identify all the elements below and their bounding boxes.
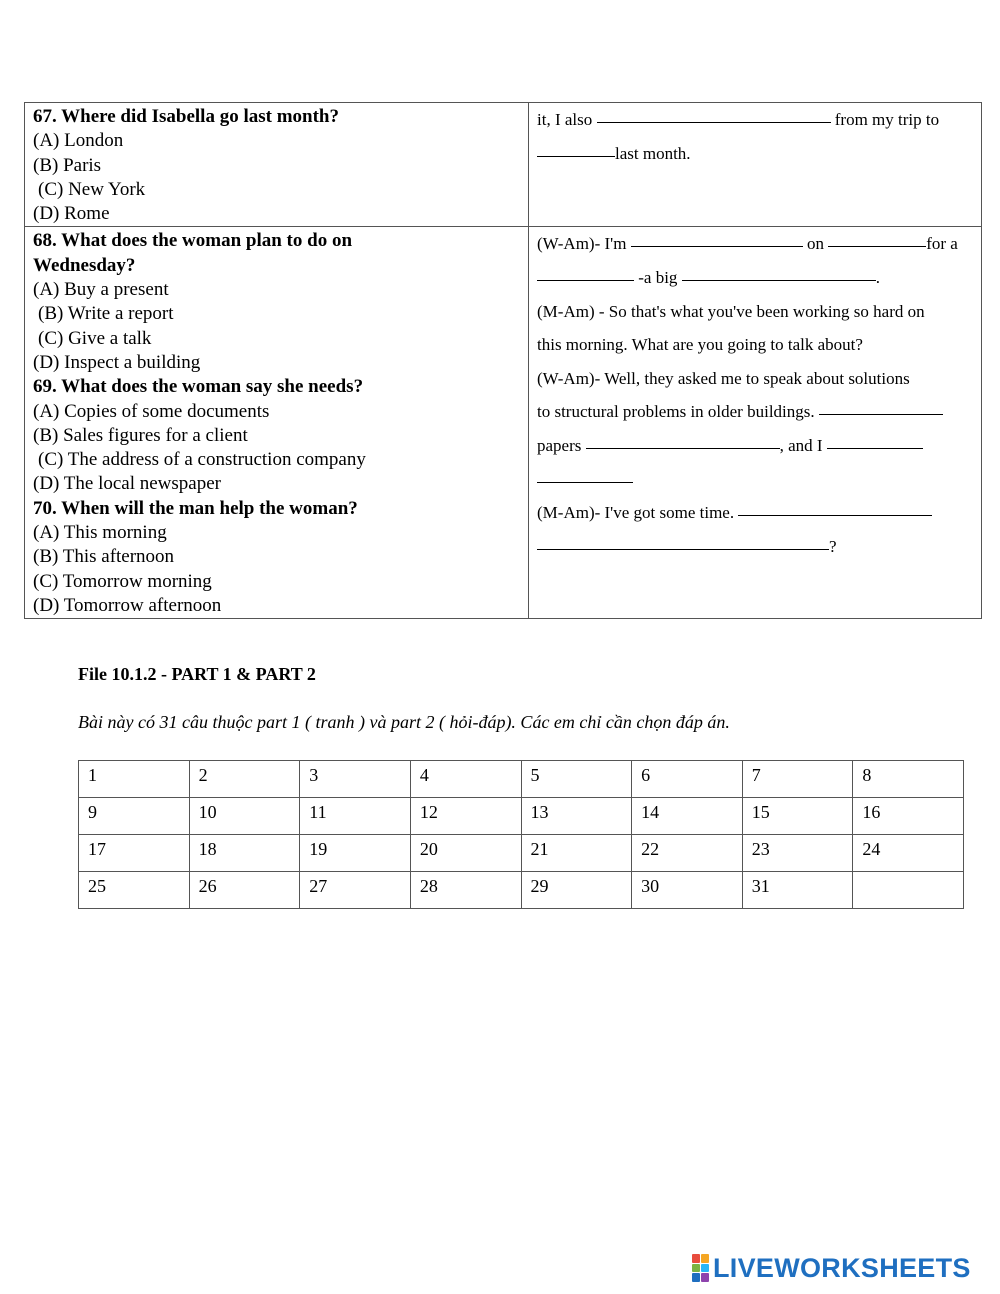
option-a: (A) London: [33, 130, 124, 152]
fill-blank[interactable]: [586, 431, 780, 449]
answer-cell[interactable]: [853, 872, 964, 909]
answer-cell[interactable]: 5: [521, 761, 632, 798]
option-d: (D) Inspect a building: [33, 351, 201, 373]
logo-block: [701, 1264, 709, 1273]
transcript-text: -a big: [638, 268, 678, 288]
transcript-text: (M-Am)- I've got some time.: [537, 503, 735, 523]
answer-cell[interactable]: 16: [853, 798, 964, 835]
instruction-text: Bài này có 31 câu thuộc part 1 ( tranh ) và part 2 ( hỏi-đáp). Các em chỉ cần chọn đáp án.: [78, 712, 730, 732]
option-b: (B) This afternoon: [33, 546, 175, 568]
transcript-text: ?: [829, 536, 837, 556]
questions-table: [24, 102, 982, 619]
answer-cell[interactable]: 21: [521, 835, 632, 872]
fill-blank[interactable]: [827, 431, 923, 449]
option-c: (C) The address of a construction company: [38, 449, 366, 471]
answer-cell[interactable]: 2: [189, 761, 300, 798]
answer-cell[interactable]: 15: [742, 798, 853, 835]
transcript-cell-2: [529, 227, 982, 619]
answer-cell[interactable]: 29: [521, 872, 632, 909]
table-row: [79, 835, 964, 872]
answer-cell[interactable]: 12: [410, 798, 521, 835]
fill-blank[interactable]: [537, 263, 634, 281]
table-row: [79, 872, 964, 909]
answer-cell[interactable]: 30: [632, 872, 743, 909]
question-68-text-cont: Wednesday?: [33, 254, 136, 276]
transcript-line: [537, 103, 973, 137]
fill-blank[interactable]: [738, 498, 932, 516]
fill-blank[interactable]: [597, 105, 831, 123]
transcript-line: [537, 530, 973, 564]
option-a: (A) This morning: [33, 522, 167, 544]
logo-block: [692, 1264, 700, 1273]
logo-text: LIVEWORKSHEETS: [713, 1252, 971, 1283]
answer-cell[interactable]: 3: [300, 761, 411, 798]
answer-cell[interactable]: 1: [79, 761, 190, 798]
table-row: [79, 798, 964, 835]
answer-cell[interactable]: 31: [742, 872, 853, 909]
answer-cell[interactable]: 23: [742, 835, 853, 872]
question-68-text: 68. What does the woman plan to do on: [33, 230, 353, 252]
transcript-text: for a: [926, 234, 958, 254]
answer-cell[interactable]: 9: [79, 798, 190, 835]
table-row: [25, 103, 982, 227]
fill-blank[interactable]: [682, 263, 876, 281]
fill-blank[interactable]: [631, 229, 803, 247]
logo-block: [692, 1273, 700, 1282]
option-c: (C) New York: [38, 178, 146, 200]
question-69-text: 69. What does the woman say she needs?: [33, 376, 364, 398]
fill-blank[interactable]: [537, 532, 829, 550]
logo-block: [701, 1254, 709, 1263]
transcript-cell-1: [529, 103, 982, 227]
question-67-cell: [25, 103, 529, 227]
option-b: (B) Write a report: [38, 303, 174, 325]
fill-blank[interactable]: [537, 139, 615, 157]
logo-block: [692, 1254, 700, 1263]
transcript-text: from my trip to: [834, 110, 940, 129]
answer-cell[interactable]: 13: [521, 798, 632, 835]
transcript-text: .: [875, 268, 880, 288]
transcript-line: this morning. What are you going to talk about?: [537, 335, 863, 355]
fill-blank[interactable]: [819, 397, 943, 415]
option-d: (D) Rome: [33, 203, 110, 225]
transcript-text: last month.: [615, 143, 691, 163]
answer-cell[interactable]: 25: [79, 872, 190, 909]
section-title: File 10.1.2 - PART 1 & PART 2: [78, 664, 316, 684]
answer-cell[interactable]: 4: [410, 761, 521, 798]
option-c: (C) Give a talk: [38, 327, 152, 349]
transcript-text: to structural problems in older buildings.: [537, 402, 815, 422]
answer-cell[interactable]: 6: [632, 761, 743, 798]
fill-blank[interactable]: [537, 465, 633, 483]
liveworksheets-logo: [692, 1253, 971, 1283]
answer-cell[interactable]: 17: [79, 835, 190, 872]
answer-cell[interactable]: 8: [853, 761, 964, 798]
answer-cell[interactable]: 26: [189, 872, 300, 909]
transcript-line: (W-Am)- Well, they asked me to speak about solutions: [537, 368, 910, 388]
answer-cell[interactable]: 19: [300, 835, 411, 872]
answer-cell[interactable]: 11: [300, 798, 411, 835]
option-d: (D) The local newspaper: [33, 473, 221, 495]
option-d: (D) Tomorrow afternoon: [33, 594, 222, 616]
answer-cell[interactable]: 22: [632, 835, 743, 872]
transcript-text: , and I: [779, 436, 823, 456]
transcript-line: [537, 261, 973, 295]
option-a: (A) Copies of some documents: [33, 400, 270, 422]
liveworksheets-logo-icon: [692, 1254, 709, 1282]
answer-cell[interactable]: 28: [410, 872, 521, 909]
question-70-text: 70. When will the man help the woman?: [33, 497, 358, 519]
answer-grid: [78, 760, 964, 909]
transcript-text: papers: [537, 436, 582, 456]
transcript-line: [537, 227, 973, 261]
transcript-line: (M-Am) - So that's what you've been working so hard on: [537, 301, 925, 321]
answer-cell[interactable]: 10: [189, 798, 300, 835]
transcript-line: [537, 496, 973, 530]
option-b: (B) Sales figures for a client: [33, 424, 248, 446]
fill-blank[interactable]: [828, 229, 926, 247]
logo-block: [701, 1273, 709, 1282]
transcript-line: [537, 395, 973, 429]
transcript-text: (W-Am)- I'm: [537, 234, 627, 254]
question-67-text: 67. Where did Isabella go last month?: [33, 106, 339, 127]
answer-cell[interactable]: 7: [742, 761, 853, 798]
option-b: (B) Paris: [33, 154, 102, 176]
answer-cell[interactable]: 24: [853, 835, 964, 872]
transcript-line: [537, 463, 973, 497]
answer-cell[interactable]: 27: [300, 872, 411, 909]
transcript-line: [537, 429, 973, 463]
answer-cell[interactable]: 20: [410, 835, 521, 872]
option-c: (C) Tomorrow morning: [33, 570, 212, 592]
answer-cell[interactable]: 14: [632, 798, 743, 835]
answer-cell[interactable]: 18: [189, 835, 300, 872]
option-a: (A) Buy a present: [33, 279, 169, 301]
transcript-text: it, I also: [537, 110, 593, 129]
table-row: [25, 227, 982, 619]
table-row: [79, 761, 964, 798]
transcript-line: [537, 137, 973, 171]
transcript-text: on: [806, 234, 824, 254]
question-68-70-cell: [25, 227, 529, 619]
